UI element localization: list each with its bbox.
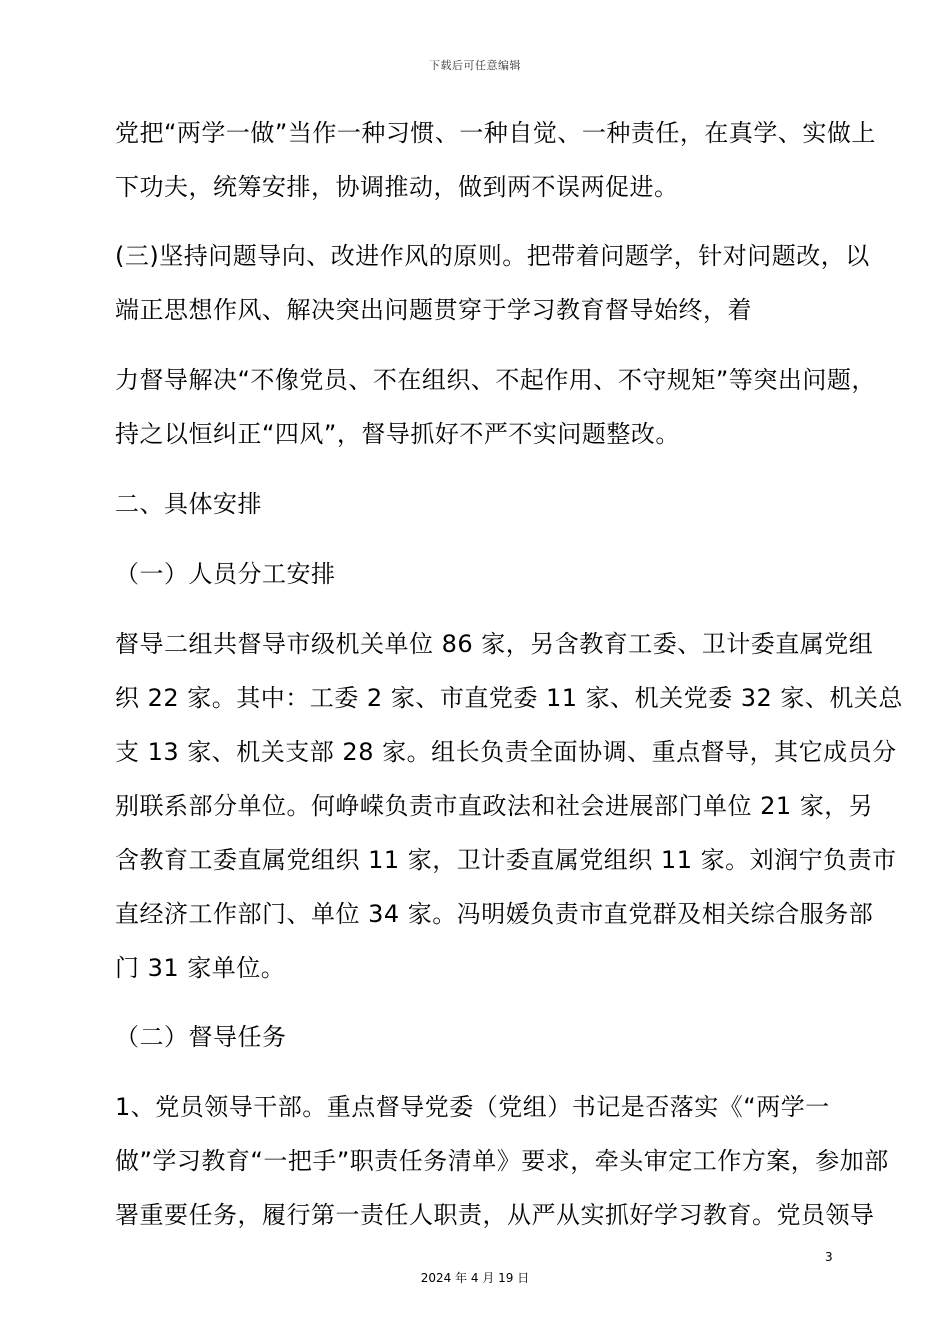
body-line: 督导二组共督导市级机关单位 86 家，另含教育工委、卫计委直属党组 — [115, 630, 874, 658]
body-line: 别联系部分单位。何峥嵘负责市直政法和社会进展部门单位 21 家，另 — [115, 792, 874, 820]
body-line: 下功夫，统筹安排，协调推动，做到两不误两促进。 — [115, 173, 679, 201]
body-line: 支 13 家、机关支部 28 家。组长负责全面协调、重点督导，其它成员分 — [115, 738, 897, 766]
body-line: 1、党员领导干部。重点督导党委（党组）书记是否落实《“两学一 — [115, 1093, 830, 1121]
body-line: 直经济工作部门、单位 34 家。冯明媛负责市直党群及相关综合服务部 — [115, 900, 874, 928]
body-line: 署重要任务，履行第一责任人职责，从严从实抓好学习教育。党员领导 — [115, 1201, 875, 1229]
footer-date: 2024 年 4 月 19 日 — [420, 1271, 530, 1285]
subsection-heading: （一）人员分工安排 — [115, 560, 336, 588]
body-line: 门 31 家单位。 — [115, 954, 286, 982]
body-line: 含教育工委直属党组织 11 家，卫计委直属党组织 11 家。刘润宁负责市 — [115, 846, 897, 874]
body-line: 织 22 家。其中：工委 2 家、市直党委 11 家、机关党委 32 家、机关总 — [115, 684, 903, 712]
body-line: (三)坚持问题导向、改进作风的原则。把带着问题学，针对问题改，以 — [115, 242, 870, 270]
section-heading: 二、具体安排 — [115, 490, 262, 518]
body-line: 持之以恒纠正“四风”，督导抓好不严不实问题整改。 — [115, 420, 680, 448]
page-number: 3 — [825, 1250, 833, 1264]
page-header: 下载后可任意编辑 — [429, 59, 521, 72]
body-line: 党把“两学一做”当作一种习惯、一种自觉、一种责任，在真学、实做上 — [115, 119, 876, 147]
body-line: 端正思想作风、解决突出问题贯穿于学习教育督导始终，着 — [115, 296, 752, 324]
body-line: 做”学习教育“一把手”职责任务清单》要求，牵头审定工作方案，参加部 — [115, 1147, 889, 1175]
subsection-heading: （二）督导任务 — [115, 1023, 287, 1051]
body-line: 力督导解决“不像党员、不在组织、不起作用、不守规矩”等突出问题， — [115, 366, 876, 394]
